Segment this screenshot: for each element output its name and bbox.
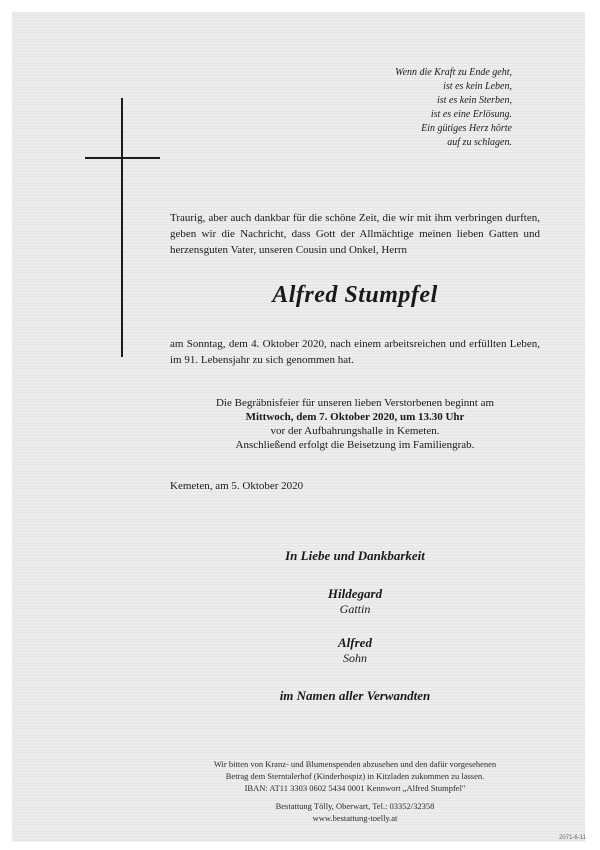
funeral-line: Anschließend erfolgt die Beisetzung im Familiengrab. bbox=[235, 439, 475, 451]
funeral-date-time: Mittwoch, dem 7. Oktober 2020, um 13.30 Uhr bbox=[245, 411, 465, 423]
document-id: 2071-6-11 bbox=[559, 835, 586, 841]
mourner-role: Gattin bbox=[339, 602, 371, 616]
cross-icon-horizontal bbox=[85, 157, 160, 159]
mourner-name: Hildegard bbox=[327, 586, 383, 601]
place-date: Kemeten, am 5. Oktober 2020 bbox=[170, 480, 304, 492]
footer-line: Bestattung Tölly, Oberwart, Tel.: 03352/32358 bbox=[275, 801, 435, 811]
funeral-line: Die Begräbnisfeier für unseren lieben Verstorbenen beginnt am bbox=[215, 397, 495, 409]
footer-line: Betrag dem Sterntalerhof (Kinderhospiz) in Kitzladen zukommen zu lassen. bbox=[225, 771, 485, 781]
poem-line: ist es kein Leben, bbox=[443, 81, 512, 92]
deceased-name: Alfred Stumpfel bbox=[272, 282, 438, 308]
intro-text: Traurig, aber auch dankbar für die schöne Zeit, die wir mit ihm verbringen durften, geben wir die Nachricht, dass Gott der Allmächtige meinen lieben Gatten und herzensguten Vater, unseren Cousin und Onkel, Herrn bbox=[170, 212, 540, 256]
footer-line: Wir bitten von Kranz- und Blumenspenden abzusehen und den dafür vorgesehenen bbox=[213, 759, 497, 769]
poem-line: ist es eine Erlösung. bbox=[430, 109, 512, 120]
cross-icon-vertical bbox=[121, 98, 123, 357]
footer-line: www.bestattung-toelly.at bbox=[312, 813, 398, 823]
poem-line: Wenn die Kraft zu Ende geht, bbox=[395, 67, 512, 78]
mourner-role: Sohn bbox=[343, 651, 367, 665]
closing-heading: In Liebe und Dankbarkeit bbox=[285, 548, 425, 563]
closing-footer: im Namen aller Verwandten bbox=[279, 688, 431, 703]
footer bbox=[170, 758, 540, 824]
mourner-name: Alfred bbox=[338, 635, 372, 650]
footer-line: IBAN: AT11 3303 0602 5434 0001 Kennwort „Alfred Stumpfel" bbox=[244, 783, 466, 793]
funeral-line: vor der Aufbahrungshalle in Kemeten. bbox=[270, 425, 440, 437]
closing-section bbox=[170, 548, 540, 704]
poem-line: ist es kein Sterben, bbox=[437, 95, 512, 106]
poem bbox=[292, 66, 512, 150]
poem-line: Ein gütiges Herz hörte bbox=[421, 123, 512, 134]
funeral-details bbox=[170, 396, 540, 452]
death-notice-text: am Sonntag, dem 4. Oktober 2020, nach einem arbeitsreichen und erfüllten Leben, im 91. Lebensjahr zu sich genommen hat. bbox=[170, 338, 540, 366]
poem-line: auf zu schlagen. bbox=[447, 137, 512, 148]
